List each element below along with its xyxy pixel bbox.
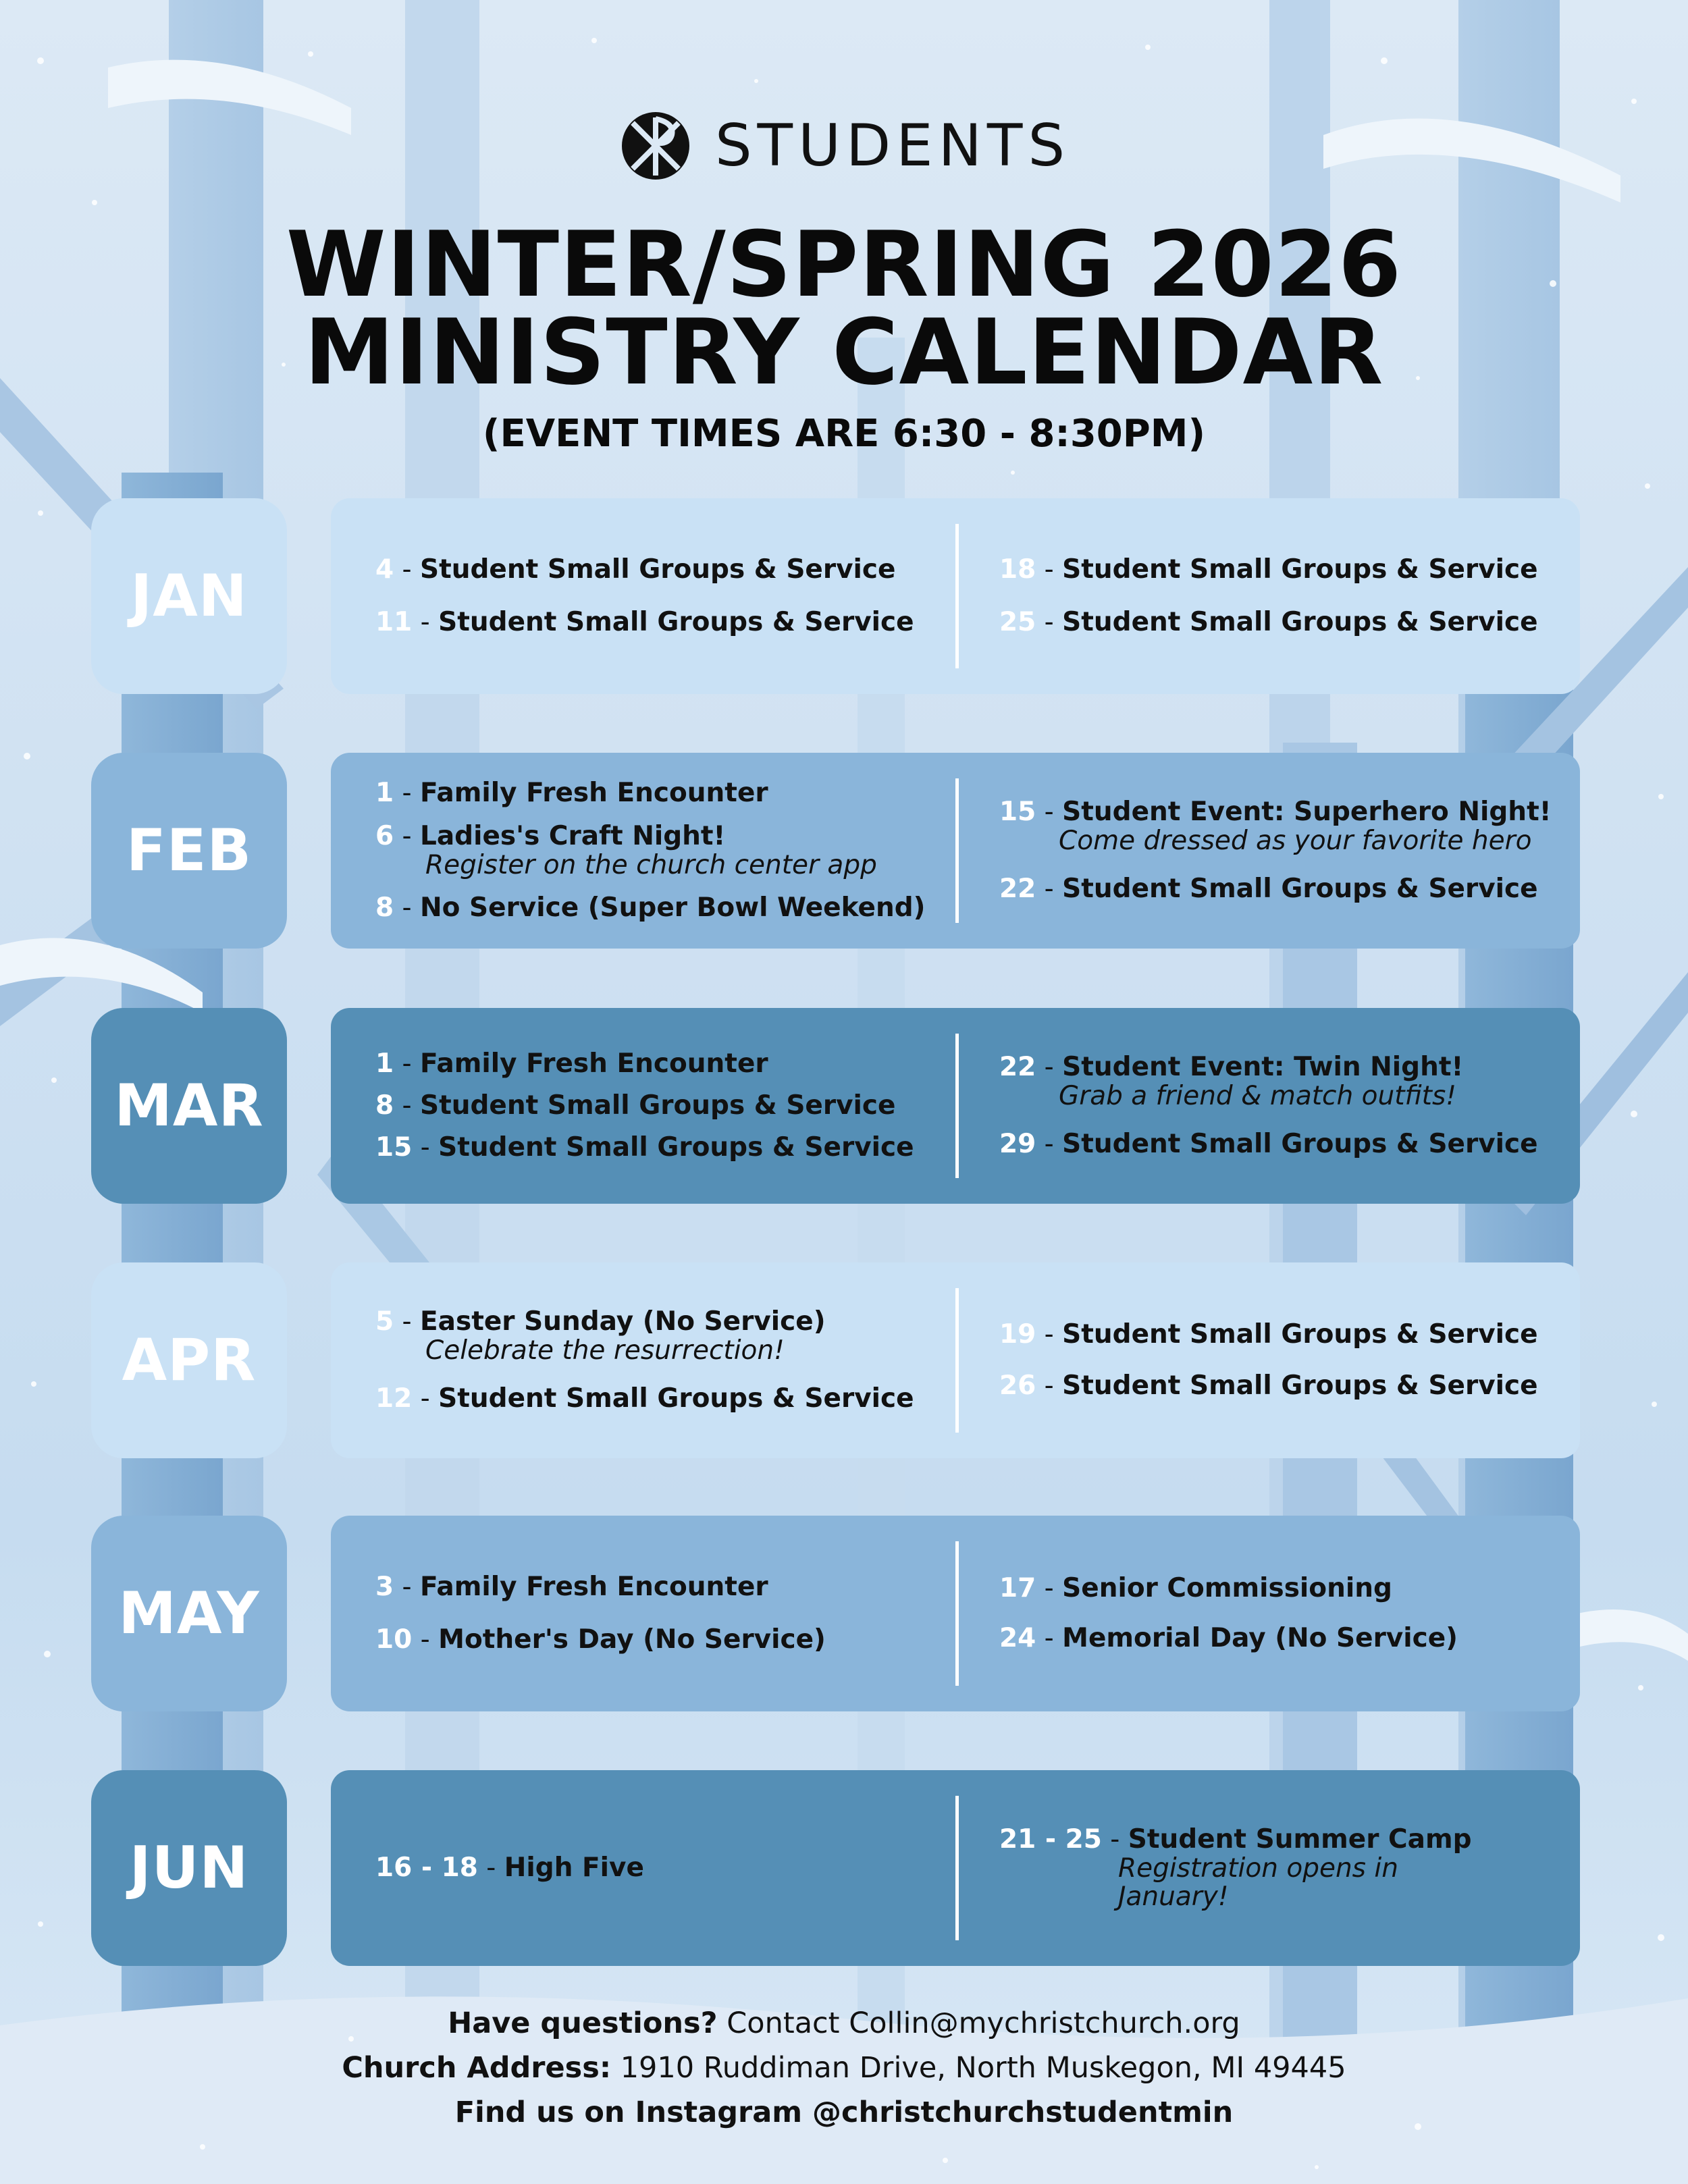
page-title-line1: WINTER/SPRING 2026	[286, 212, 1402, 317]
event-title: Student Small Groups & Service	[420, 1090, 896, 1121]
event-item	[999, 1371, 1566, 1401]
event-title: Mother's Day (No Service)	[438, 1624, 826, 1655]
column-divider	[955, 524, 959, 668]
chi-rho-icon	[618, 108, 693, 184]
event-date: 5	[375, 1306, 394, 1337]
event-item	[375, 778, 943, 808]
event-title: Senior Commissioning	[1062, 1573, 1392, 1603]
event-separator: -	[1036, 607, 1063, 637]
event-date: 1	[375, 778, 394, 808]
month-label-feb: FEB	[91, 753, 287, 949]
event-separator: -	[394, 1306, 421, 1337]
event-title: Student Small Groups & Service	[438, 1383, 914, 1414]
month-panel-feb	[331, 753, 1580, 949]
column-divider	[955, 1541, 959, 1686]
event-item	[999, 1129, 1566, 1159]
month-label-apr: APR	[91, 1262, 287, 1458]
event-item	[375, 608, 943, 637]
event-title: High Five	[504, 1853, 644, 1883]
event-separator: -	[477, 1853, 504, 1883]
footer-contact: Have questions? Contact Collin@mychristchurch.org	[448, 2006, 1240, 2040]
event-separator: -	[1036, 1573, 1063, 1603]
event-title: Student Event: Superhero Night!	[1062, 797, 1552, 827]
event-separator: -	[1036, 1319, 1063, 1350]
event-separator: -	[412, 1383, 439, 1414]
event-separator: -	[394, 1572, 421, 1602]
column-divider	[955, 778, 959, 923]
event-separator: -	[394, 893, 421, 923]
event-item	[999, 1624, 1566, 1653]
month-panel-jun	[331, 1770, 1580, 1966]
event-item	[999, 874, 1566, 904]
event-item	[375, 822, 943, 880]
event-item	[375, 1049, 943, 1079]
month-panel-jan	[331, 498, 1580, 694]
month-label-jan: JAN	[91, 498, 287, 694]
event-separator: -	[394, 821, 421, 851]
event-title: Student Small Groups & Service	[1062, 554, 1538, 585]
event-date: 15	[375, 1132, 413, 1163]
event-item	[375, 1625, 943, 1655]
event-title: Student Small Groups & Service	[1062, 1319, 1538, 1350]
event-title: Student Small Groups & Service	[1062, 874, 1538, 904]
event-title: Ladies's Craft Night!	[420, 821, 726, 851]
event-date: 3	[375, 1572, 394, 1602]
event-separator: -	[412, 1624, 439, 1655]
event-title: Easter Sunday (No Service)	[420, 1306, 826, 1337]
event-separator: -	[412, 1132, 439, 1163]
page-subtitle: (EVENT TIMES ARE 6:30 - 8:30PM)	[482, 412, 1206, 456]
event-note: January!	[1118, 1882, 1229, 1912]
event-title: Family Fresh Encounter	[420, 1048, 768, 1079]
event-item	[375, 893, 943, 923]
event-date: 1	[375, 1048, 394, 1079]
event-date: 6	[375, 821, 394, 851]
logo-row	[0, 108, 1688, 184]
event-date: 29	[999, 1129, 1036, 1159]
event-date: 11	[375, 607, 413, 637]
event-date: 25	[999, 607, 1036, 637]
event-date: 15	[999, 797, 1036, 827]
event-separator: -	[1101, 1824, 1128, 1855]
event-title: Family Fresh Encounter	[420, 1572, 768, 1602]
event-title: Student Small Groups & Service	[420, 554, 896, 585]
event-date: 22	[999, 874, 1036, 904]
event-date: 12	[375, 1383, 413, 1414]
event-date: 18	[999, 554, 1036, 585]
event-date: 4	[375, 554, 394, 585]
event-item	[999, 1053, 1566, 1111]
event-separator: -	[394, 1090, 421, 1121]
event-date: 19	[999, 1319, 1036, 1350]
month-panel-mar	[331, 1008, 1580, 1204]
event-separator: -	[1036, 1370, 1063, 1401]
event-title: Student Small Groups & Service	[1062, 1129, 1538, 1159]
event-separator: -	[1036, 797, 1063, 827]
event-item	[375, 1133, 943, 1163]
event-separator: -	[1036, 874, 1063, 904]
month-label-mar: MAR	[91, 1008, 287, 1204]
instagram-handle[interactable]: Find us on Instagram @christchurchstudentmin	[454, 2096, 1234, 2129]
event-title: Family Fresh Encounter	[420, 778, 768, 808]
event-item	[375, 555, 943, 585]
event-separator: -	[394, 554, 421, 585]
column-divider	[955, 1034, 959, 1178]
event-date: 8	[375, 1090, 394, 1121]
event-separator: -	[1036, 1052, 1063, 1082]
contact-email[interactable]: Contact Collin@mychristchurch.org	[717, 2006, 1240, 2040]
event-separator: -	[412, 607, 439, 637]
page-title-line2: MINISTRY CALENDAR	[304, 300, 1384, 405]
event-date: 17	[999, 1573, 1036, 1603]
event-title: Memorial Day (No Service)	[1062, 1623, 1458, 1653]
event-item	[999, 608, 1566, 637]
event-item	[375, 1091, 943, 1121]
event-item	[375, 1307, 943, 1365]
month-panel-may	[331, 1516, 1580, 1711]
event-title: Student Event: Twin Night!	[1062, 1052, 1464, 1082]
column-divider	[955, 1288, 959, 1433]
event-note: Registration opens in	[1118, 1853, 1398, 1884]
event-item	[375, 1572, 943, 1602]
event-separator: -	[1036, 1623, 1063, 1653]
event-title: Student Small Groups & Service	[1062, 1370, 1538, 1401]
event-title: Student Small Groups & Service	[438, 607, 914, 637]
event-title: Student Summer Camp	[1128, 1824, 1472, 1855]
event-title: Student Small Groups & Service	[1062, 607, 1538, 637]
month-label-may: MAY	[91, 1516, 287, 1711]
event-title: No Service (Super Bowl Weekend)	[420, 893, 926, 923]
event-note: Register on the church center app	[425, 850, 877, 880]
event-item	[999, 1320, 1566, 1350]
event-separator: -	[394, 778, 421, 808]
event-separator: -	[1036, 1129, 1063, 1159]
event-note: Celebrate the resurrection!	[425, 1335, 785, 1366]
footer-address: Church Address: 1910 Ruddiman Drive, North Muskegon, MI 49445	[342, 2051, 1346, 2085]
month-label-jun: JUN	[91, 1770, 287, 1966]
event-note: Grab a friend & match outfits!	[1059, 1081, 1456, 1111]
event-item	[999, 797, 1566, 855]
event-date: 16 - 18	[375, 1853, 478, 1883]
event-item	[375, 1853, 943, 1883]
month-panel-apr	[331, 1262, 1580, 1458]
event-date: 10	[375, 1624, 413, 1655]
event-item	[999, 1825, 1566, 1855]
event-date: 21 - 25	[999, 1824, 1102, 1855]
event-item	[375, 1384, 943, 1414]
event-note: Come dressed as your favorite hero	[1059, 826, 1532, 856]
event-item	[999, 1574, 1566, 1603]
event-date: 8	[375, 893, 394, 923]
column-divider	[955, 1796, 959, 1940]
event-date: 26	[999, 1370, 1036, 1401]
event-item	[999, 555, 1566, 585]
event-date: 24	[999, 1623, 1036, 1653]
logo-text: STUDENTS	[714, 112, 1071, 180]
event-date: 22	[999, 1052, 1036, 1082]
footer-instagram	[0, 2096, 1688, 2129]
event-separator: -	[394, 1048, 421, 1079]
event-separator: -	[1036, 554, 1063, 585]
event-title: Student Small Groups & Service	[438, 1132, 914, 1163]
